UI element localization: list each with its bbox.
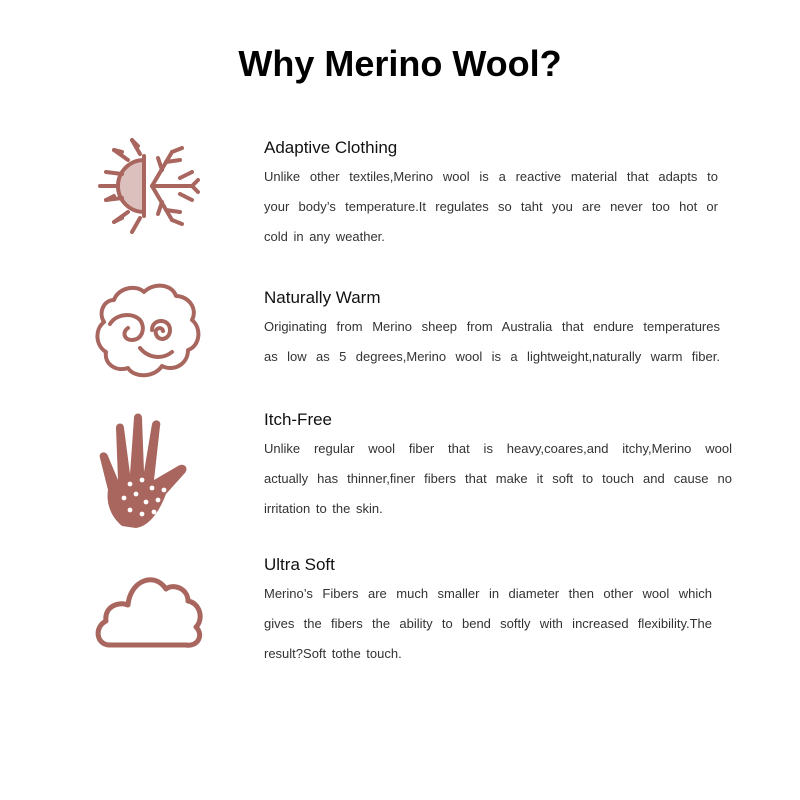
description-line: gives the fibers the ability to bend softly with increased flexibility.The (264, 616, 712, 631)
feature-description (264, 434, 732, 524)
feature-description (264, 312, 720, 372)
sun-snowflake-icon (88, 126, 208, 246)
description-line: actually has thinner,finer fibers that make it soft to touch and cause no (264, 471, 732, 486)
description-line: as low as 5 degrees,Merino wool is a lightweight,naturally warm fiber. (264, 349, 720, 364)
feature-description (264, 579, 712, 669)
description-line: Unlike other textiles,Merino wool is a reactive material that adapts to (264, 169, 718, 184)
page-title: Why Merino Wool? (238, 43, 562, 84)
description-line: result?Soft tothe touch. (264, 646, 402, 661)
description-line: your body’s temperature.It regulates so taht you are never too hot or (264, 199, 718, 214)
description-line: Originating from Merino sheep from Australia that endure temperatures (264, 319, 720, 334)
cloud-icon (88, 553, 208, 673)
description-line: Merino’s Fibers are much smaller in diameter then other wool which (264, 586, 712, 601)
description-line: irritation to the skin. (264, 501, 383, 516)
hand-icon (88, 410, 208, 530)
description-line: cold in any weather. (264, 229, 385, 244)
description-line: Unlike regular wool fiber that is heavy,coares,and itchy,Merino wool (264, 441, 732, 456)
feature-heading: Naturally Warm (264, 288, 381, 307)
feature-description (264, 162, 718, 252)
feature-heading: Adaptive Clothing (264, 138, 398, 157)
feature-heading: Itch-Free (264, 410, 333, 429)
sheep-icon (88, 270, 208, 390)
feature-heading: Ultra Soft (264, 555, 335, 574)
